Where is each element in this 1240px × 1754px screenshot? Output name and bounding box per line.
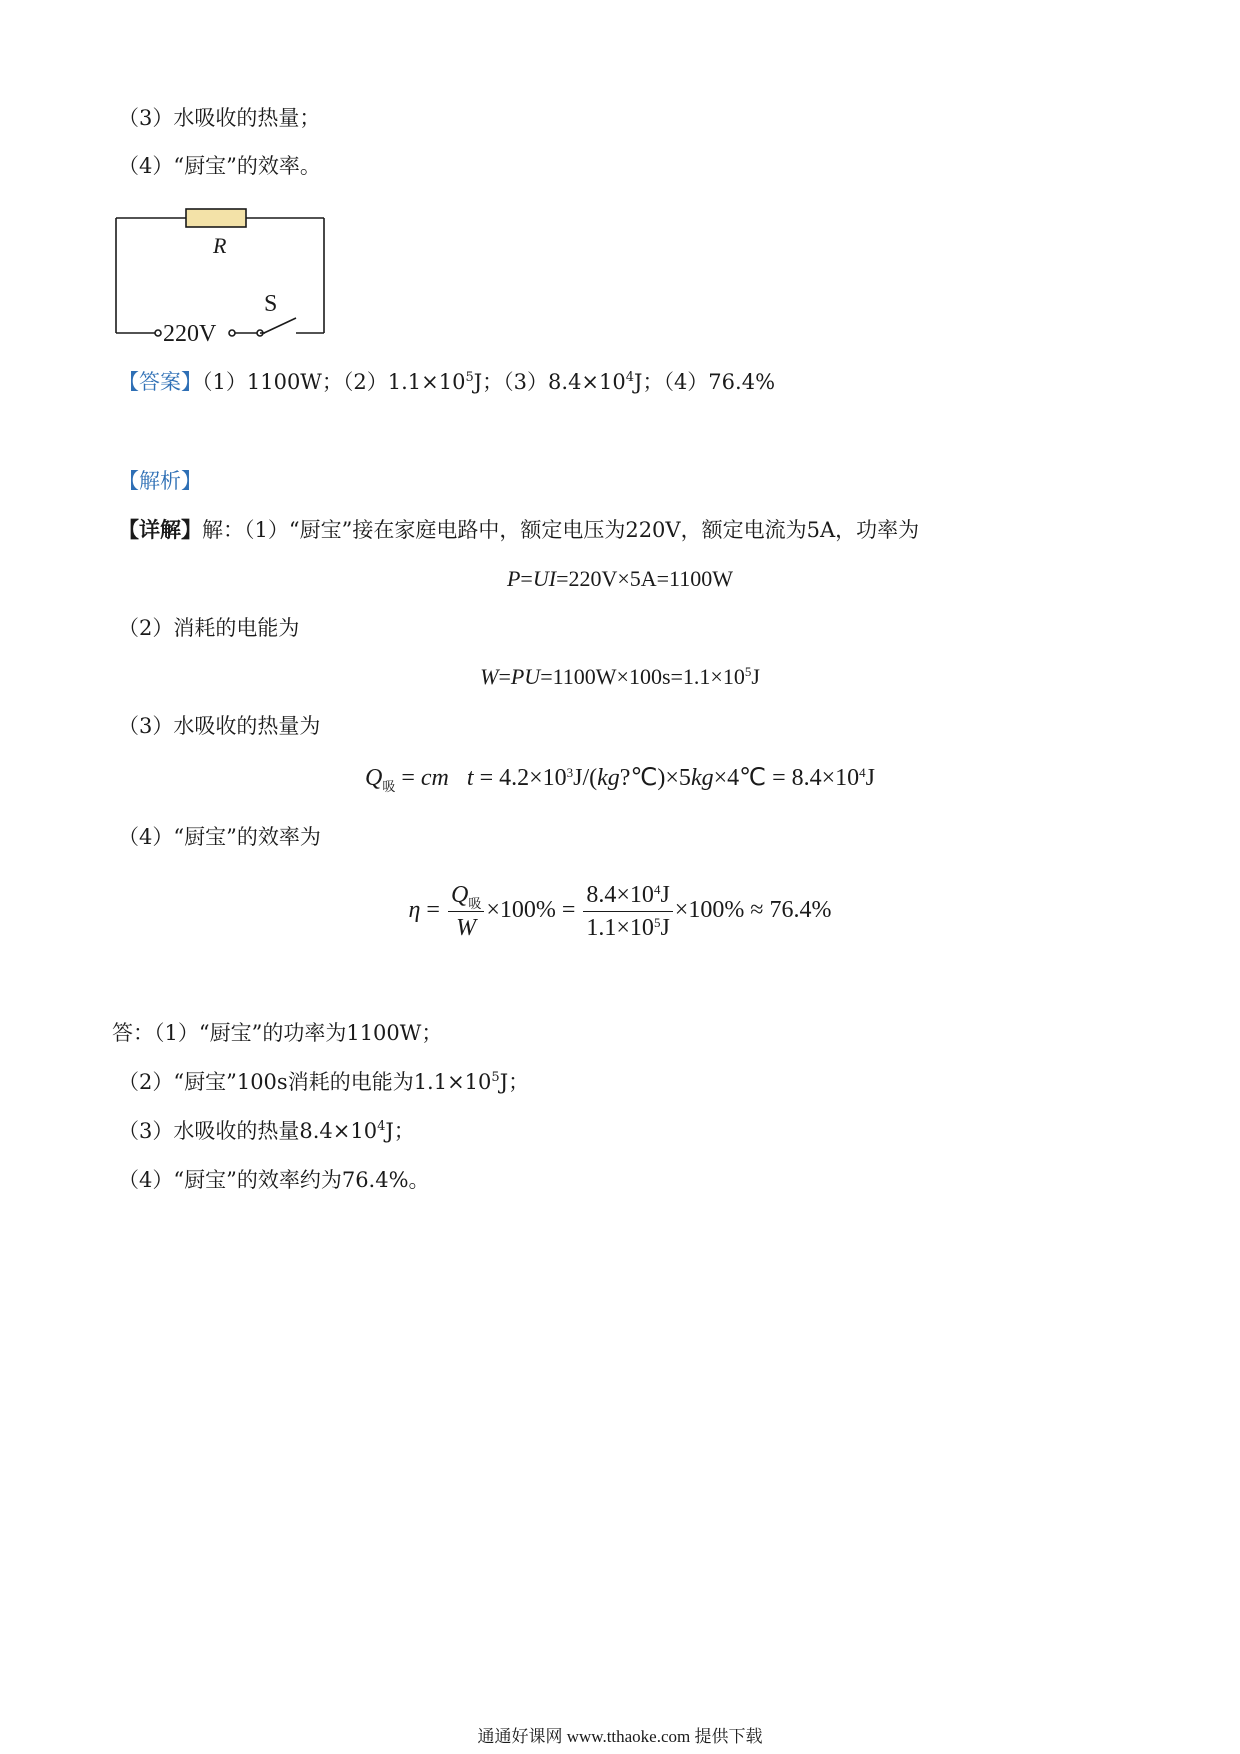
- equation-energy: $W=PU=1100W\times 100s=1.1\times 10^5J$: [480, 664, 760, 689]
- conclusion-4: （4）“厨宝”的效率约为76.4%。: [118, 1168, 430, 1192]
- step-4: （4）“厨宝”的效率为: [118, 825, 321, 849]
- terminal-left: [155, 330, 161, 336]
- switch-blade: [264, 318, 296, 333]
- analysis-tag: 【解析】: [118, 469, 202, 493]
- switch-label: S: [264, 291, 278, 317]
- conclusion-1: 答：（1）“厨宝”的功率为1100W；: [112, 1021, 443, 1045]
- detail-line: 【详解】解：（1）“厨宝”接在家庭电路中，额定电压为220V，额定电流为5A，功率为: [118, 517, 920, 542]
- fraction-values: $\frac{8.4\times 10^4J}{1.1\times 10^5J}$: [583, 880, 672, 943]
- step-2: （2）消耗的电能为: [118, 616, 300, 640]
- conclusion-3: （3）水吸收的热量$8.4\times 10^4J$；: [118, 1119, 415, 1143]
- circuit-diagram: [110, 200, 340, 350]
- equation-efficiency: η = $\frac{Q_吸}{W}$ ×100% = $\frac{8.4\times 10^4J}{1.1\times 10^5J}$ ×100% ≈ 76.4%: [408, 882, 832, 941]
- page-footer: 通通好课网 www.tthaoke.com 提供下载: [477, 1727, 763, 1746]
- resistor-label: R: [213, 233, 227, 258]
- terminal-right: [229, 330, 235, 336]
- question-4: （4）“厨宝”的效率。: [118, 154, 321, 178]
- detail-tag: 【详解】: [118, 517, 202, 542]
- answer-tag: 【答案】: [118, 370, 202, 394]
- equation-power: P=UI=220V×5A=1100W: [506, 566, 734, 591]
- resistor: [186, 209, 246, 227]
- question-3: （3）水吸收的热量；: [118, 106, 321, 130]
- step-3: （3）水吸收的热量为: [118, 714, 321, 738]
- conclusion-2: （2）“厨宝”100s消耗的电能为$1.1\times 10^5J$；: [118, 1070, 530, 1094]
- voltage-label: 220V: [163, 321, 217, 347]
- equation-heat: $Q_吸$ = cm $t = 4.2\times 10^3J/(kg?℃)\times 5kg\times 4℃ = 8.4\times 10^4J$: [365, 765, 875, 794]
- answer-line: 【答案】（1）1100W；$(2)1.1\times 10^5J$；$(3)8.4\times 10^4J$；（4）76.4%: [118, 370, 776, 394]
- fraction-Q-over-W: $\frac{Q_吸}{W}$: [448, 880, 484, 943]
